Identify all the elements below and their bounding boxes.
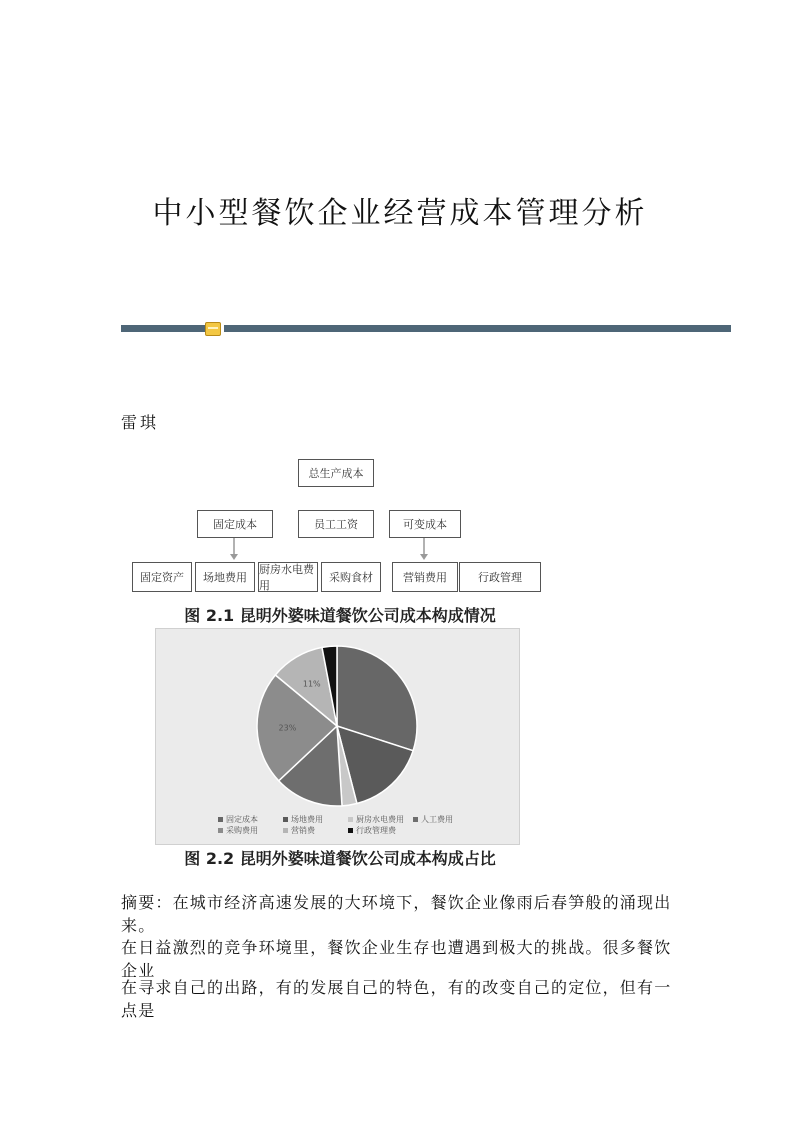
legend-item — [413, 814, 478, 825]
pie-chart — [156, 629, 519, 809]
pie-data-label: 11% — [302, 679, 321, 689]
abstract-line-3: 在寻求自己的出路，有的发展自己的特色，有的改变自己的定位，但有一点是 — [121, 978, 672, 1020]
legend-swatch — [348, 828, 353, 833]
figure-1-caption: 图 2.1 昆明外婆味道餐饮公司成本构成情况 — [184, 606, 496, 625]
legend-label: 行政管理费 — [356, 826, 396, 835]
legend-item — [218, 825, 283, 836]
org-level3-3: 厨房水电费用 — [258, 562, 318, 592]
legend-item — [348, 814, 413, 825]
legend-item — [283, 814, 348, 825]
org-level3-2: 场地费用 — [195, 562, 255, 592]
org-level3-4: 采购食材 — [321, 562, 381, 592]
legend-swatch — [218, 817, 223, 822]
cost-structure-chart — [130, 455, 550, 595]
abstract-line-1: 摘要：在城市经济高速发展的大环境下，餐饮企业像雨后春笋般的涌现出来。 — [121, 893, 672, 935]
org-level3-5: 营销费用 — [392, 562, 458, 592]
legend-swatch — [413, 817, 418, 822]
legend-label: 场地费用 — [291, 815, 323, 824]
org-level3-1: 固定资产 — [132, 562, 192, 592]
abstract-line-2: 在日益激烈的竞争环境里，餐饮企业生存也遭遇到极大的挑战。很多餐饮企业 — [121, 938, 672, 980]
legend-swatch — [283, 828, 288, 833]
author: 雷琪 — [121, 413, 160, 432]
legend-label: 人工费用 — [421, 815, 453, 824]
legend-label: 采购费用 — [226, 826, 258, 835]
legend-item — [283, 825, 348, 836]
org-level3-6: 行政管理 — [459, 562, 541, 592]
divider-badge-icon — [205, 322, 221, 336]
org-level2-2: 员工工资 — [298, 510, 374, 538]
pie-chart-panel — [155, 628, 520, 845]
legend-label: 营销费 — [291, 826, 315, 835]
legend-label: 固定成本 — [226, 815, 258, 824]
legend-swatch — [283, 817, 288, 822]
document-title: 中小型餐饮企业经营成本管理分析 — [152, 196, 648, 231]
org-root: 总生产成本 — [298, 459, 374, 487]
pie-legend — [218, 814, 478, 836]
org-level2-1: 固定成本 — [197, 510, 273, 538]
pie-data-label: 23% — [278, 723, 297, 733]
legend-item — [218, 814, 283, 825]
divider-right — [224, 325, 731, 332]
legend-swatch — [218, 828, 223, 833]
divider-left — [121, 325, 205, 332]
legend-swatch — [348, 817, 353, 822]
org-level2-3: 可变成本 — [389, 510, 461, 538]
legend-item — [348, 825, 413, 836]
legend-label: 厨房水电费用 — [356, 815, 404, 824]
figure-2-caption: 图 2.2 昆明外婆味道餐饮公司成本构成占比 — [184, 849, 496, 868]
